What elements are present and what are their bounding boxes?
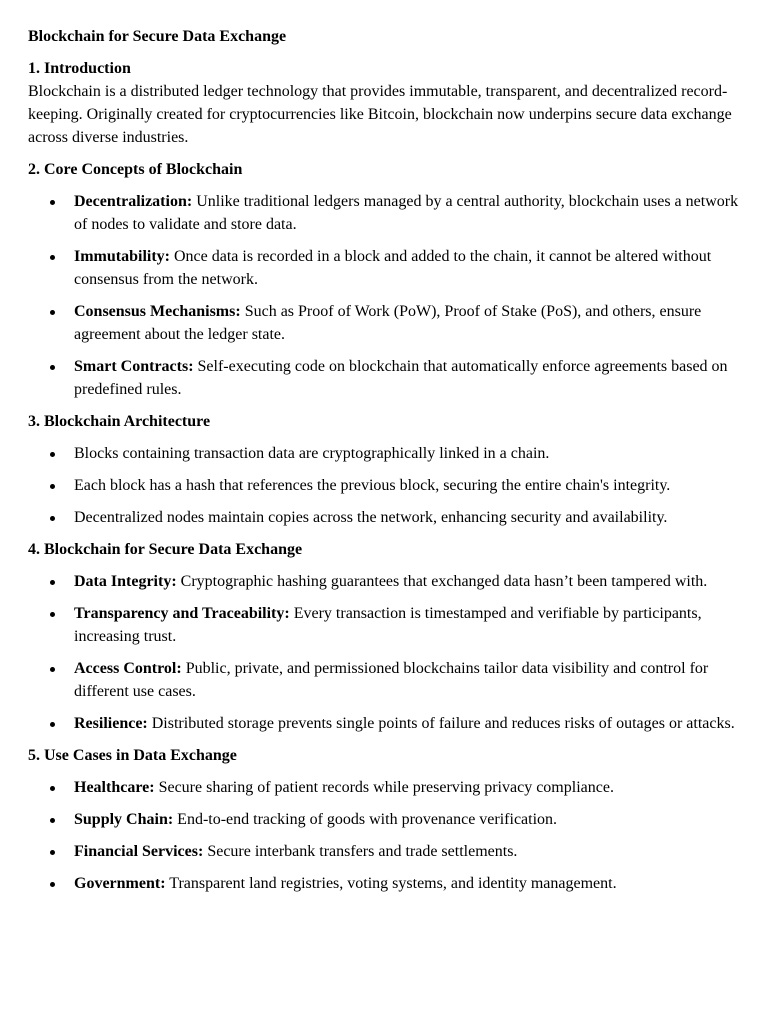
list-item <box>28 190 740 236</box>
list-item-text: Unlike traditional ledgers managed by a central authority, blockchain uses a network of nodes to validate and store data. <box>74 193 739 233</box>
list-item-text: Blocks containing transaction data are cryptographically linked in a chain. <box>74 445 550 462</box>
list-item-term: Immutability: <box>74 248 170 265</box>
bullet-icon <box>50 580 55 585</box>
list-item-term: Access Control: <box>74 660 182 677</box>
list-item-term: Healthcare: <box>74 779 155 796</box>
bullet-list <box>28 570 740 735</box>
bullet-icon <box>50 786 55 791</box>
bullet-icon <box>50 667 55 672</box>
bullet-icon <box>50 452 55 457</box>
bullet-list <box>28 190 740 401</box>
list-item-term: Transparency and Traceability: <box>74 605 290 622</box>
list-item-text: Such as Proof of Work (PoW), Proof of Stake (PoS), and others, ensure agreement about the ledger state. <box>74 303 702 343</box>
section-heading: 1. Introduction <box>28 60 131 77</box>
section <box>28 410 740 529</box>
document-title: Blockchain for Secure Data Exchange <box>28 28 287 45</box>
bullet-icon <box>50 722 55 727</box>
section-heading: 2. Core Concepts of Blockchain <box>28 161 243 178</box>
list-item-term: Financial Services: <box>74 843 204 860</box>
list-item <box>28 506 740 529</box>
list-item <box>28 602 740 648</box>
list-item <box>28 570 740 593</box>
bullet-icon <box>50 818 55 823</box>
bullet-icon <box>50 310 55 315</box>
bullet-icon <box>50 365 55 370</box>
bullet-icon <box>50 484 55 489</box>
list-item <box>28 355 740 401</box>
section-paragraph: Blockchain is a distributed ledger technology that provides immutable, transparent, and decentralized record-keeping. Originally created for cryptocurrencies like Bitcoin, blockchain now underpins secure data exchange across diverse industries. <box>28 83 732 146</box>
list-item-text: Self-executing code on blockchain that automatically enforce agreements based on predefined rules. <box>74 358 728 398</box>
section-heading: 3. Blockchain Architecture <box>28 413 211 430</box>
list-item <box>28 474 740 497</box>
section <box>28 158 740 401</box>
list-item <box>28 442 740 465</box>
bullet-icon <box>50 850 55 855</box>
list-item-text: Transparent land registries, voting systems, and identity management. <box>165 875 617 892</box>
list-item-term: Supply Chain: <box>74 811 174 828</box>
list-item-text: Secure interbank transfers and trade settlements. <box>203 843 518 860</box>
list-item <box>28 712 740 735</box>
section-heading: 4. Blockchain for Secure Data Exchange <box>28 541 303 558</box>
list-item-text: Decentralized nodes maintain copies across the network, enhancing security and availability. <box>74 509 668 526</box>
list-item-text: Public, private, and permissioned blockchains tailor data visibility and control for different use cases. <box>74 660 709 700</box>
list-item <box>28 300 740 346</box>
section-heading: 5. Use Cases in Data Exchange <box>28 747 237 764</box>
bullet-list <box>28 776 740 895</box>
list-item-text: Cryptographic hashing guarantees that exchanged data hasn’t been tampered with. <box>176 573 708 590</box>
list-item-text: Each block has a hash that references the previous block, securing the entire chain's integrity. <box>74 477 671 494</box>
list-item <box>28 776 740 799</box>
list-item <box>28 657 740 703</box>
list-item-text: Once data is recorded in a block and added to the chain, it cannot be altered without consensus from the network. <box>74 248 712 288</box>
list-item-term: Consensus Mechanisms: <box>74 303 241 320</box>
list-item-text: Distributed storage prevents single points of failure and reduces risks of outages or attacks. <box>147 715 735 732</box>
list-item-term: Decentralization: <box>74 193 193 210</box>
sections-container <box>28 57 740 895</box>
bullet-icon <box>50 200 55 205</box>
list-item-term: Government: <box>74 875 166 892</box>
list-item-text: Every transaction is timestamped and verifiable by participants, increasing trust. <box>74 605 702 645</box>
bullet-icon <box>50 516 55 521</box>
bullet-list <box>28 442 740 529</box>
list-item-text: End-to-end tracking of goods with provenance verification. <box>173 811 558 828</box>
list-item <box>28 840 740 863</box>
bullet-icon <box>50 255 55 260</box>
list-item <box>28 872 740 895</box>
list-item <box>28 245 740 291</box>
section <box>28 744 740 895</box>
bullet-icon <box>50 612 55 617</box>
section <box>28 538 740 735</box>
list-item <box>28 808 740 831</box>
list-item-term: Resilience: <box>74 715 148 732</box>
list-item-term: Data Integrity: <box>74 573 177 590</box>
list-item-term: Smart Contracts: <box>74 358 194 375</box>
section <box>28 57 740 149</box>
bullet-icon <box>50 882 55 887</box>
list-item-text: Secure sharing of patient records while preserving privacy compliance. <box>154 779 614 796</box>
